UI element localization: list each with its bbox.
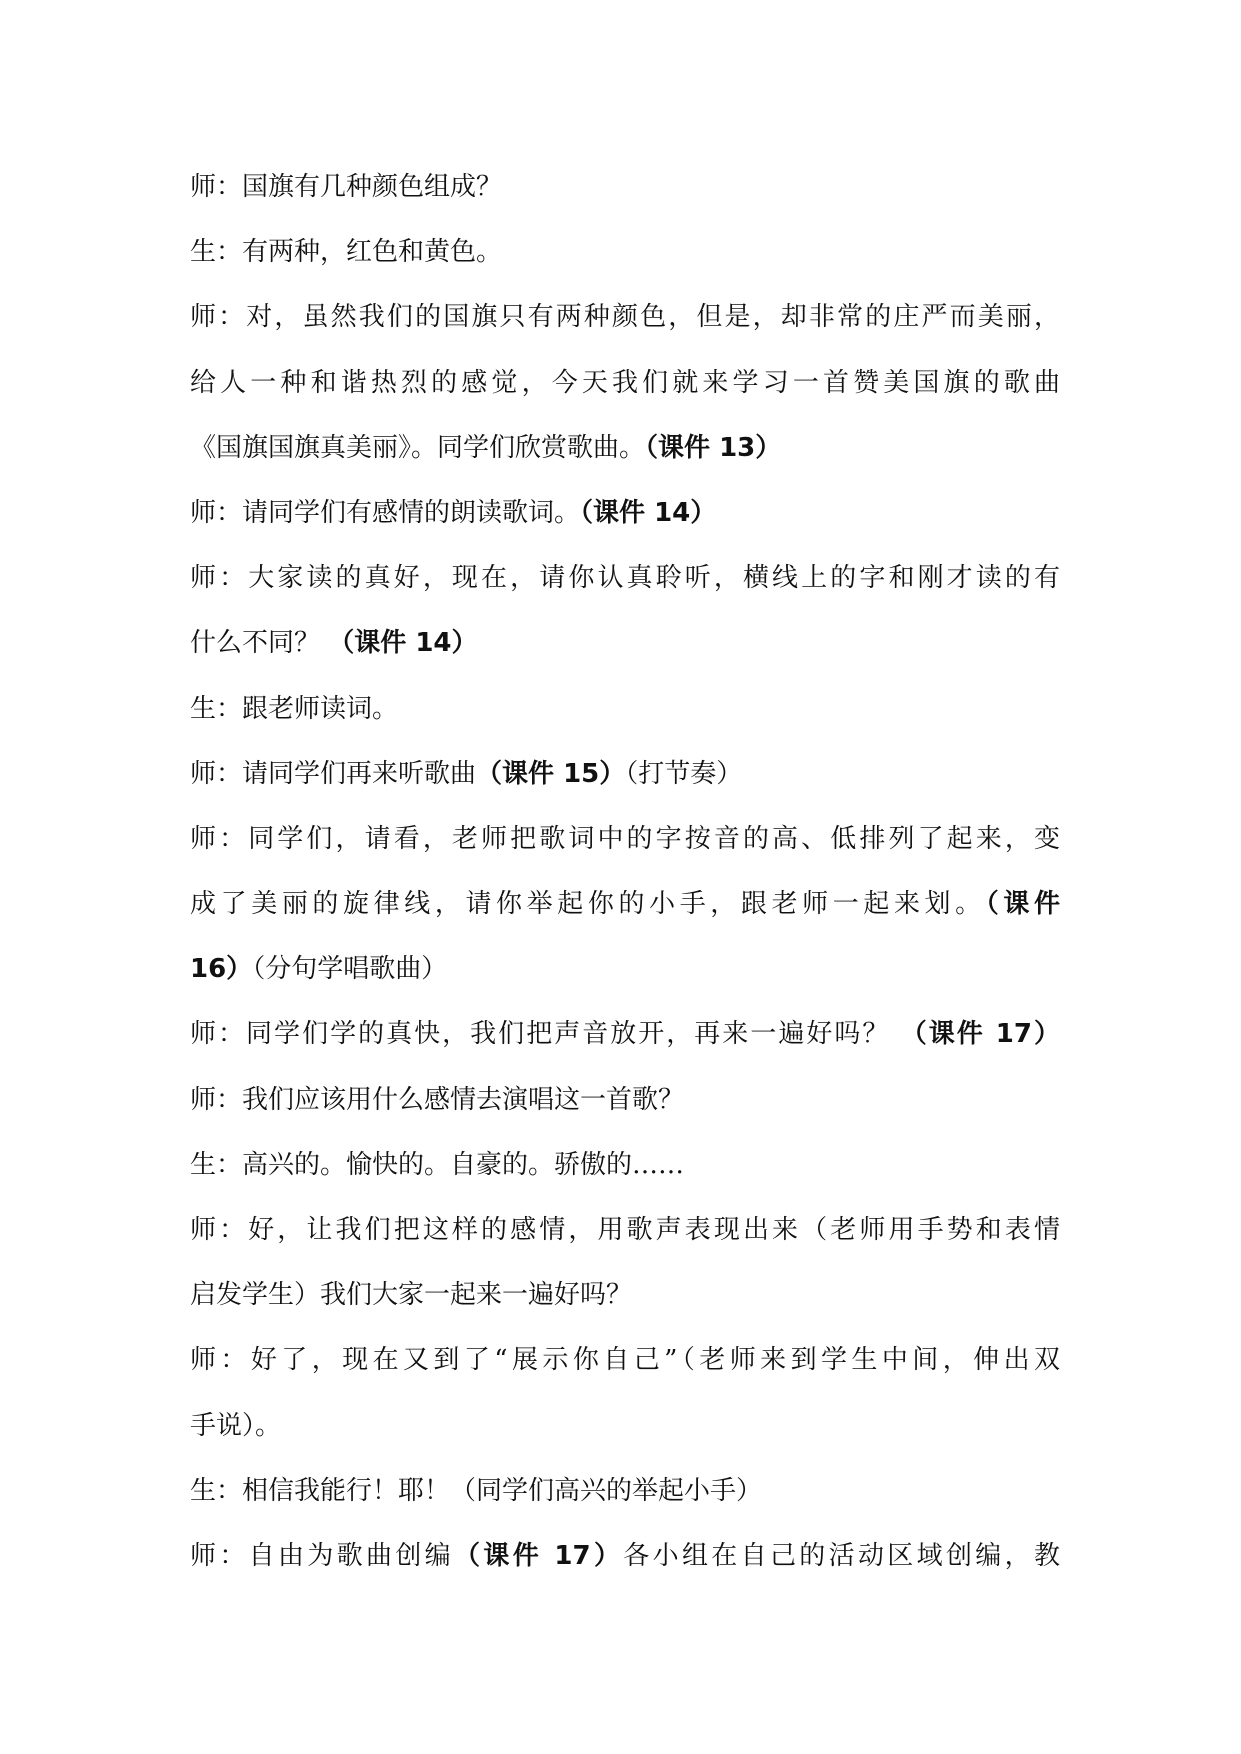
text-line [190, 1002, 1060, 1067]
line-text: （打节奏） [625, 758, 743, 789]
text-line [190, 155, 1060, 220]
courseware-reference: （课件 14） [580, 497, 717, 528]
line-text: 师：大家读的真好，现在，请你认真聆听，横线上的字和刚才读的有 [190, 563, 1060, 594]
text-line [190, 1133, 1060, 1198]
line-text: 生：跟老师读词。 [190, 693, 399, 724]
courseware-reference: （课件 14） [328, 628, 478, 659]
text-line [190, 742, 1060, 807]
line-text: 手说）。 [190, 1410, 282, 1441]
courseware-reference: 16） [190, 954, 253, 985]
line-text: 生：高兴的。愉快的。自豪的。骄傲的…… [190, 1149, 685, 1180]
text-line [190, 220, 1060, 285]
document-page [190, 155, 1060, 1589]
line-text: 师：请同学们有感情的朗读歌词。 [190, 497, 581, 528]
courseware-reference: （课件 17） [900, 1019, 1060, 1050]
line-text: 《国旗国旗真美丽》。同学们欣赏歌曲。 [190, 432, 646, 463]
line-text: 生：相信我能行！耶！（同学们高兴的举起小手） [190, 1475, 763, 1506]
text-line [190, 285, 1060, 350]
courseware-reference: （课件 15） [476, 758, 626, 789]
text-line [190, 1198, 1060, 1263]
text-line [190, 546, 1060, 611]
text-line [190, 611, 1060, 676]
text-line [190, 1328, 1060, 1393]
line-text: 师：我们应该用什么感情去演唱这一首歌？ [190, 1084, 685, 1115]
text-line [190, 1263, 1060, 1328]
line-text: 成了美丽的旋律线，请你举起你的小手，跟老师一起来划。 [190, 889, 986, 920]
line-text: 各小组在自己的活动区域创编，教 [623, 1540, 1060, 1571]
text-line [190, 872, 1060, 937]
line-text: 师：好了，现在又到了“展示你自己”（老师来到学生中间，伸出双 [190, 1345, 1060, 1376]
text-line [190, 1068, 1060, 1133]
line-text: 什么不同？ [190, 628, 329, 659]
line-text: 师：好，让我们把这样的感情，用歌声表现出来（老师用手势和表情 [190, 1215, 1060, 1245]
text-line [190, 351, 1060, 416]
line-text: 生：有两种，红色和黄色。 [190, 237, 503, 268]
text-line [190, 481, 1060, 546]
text-line [190, 1524, 1060, 1589]
text-line [190, 677, 1060, 742]
line-text: 给人一种和谐热烈的感觉，今天我们就来学习一首赞美国旗的歌曲 [190, 367, 1060, 398]
courseware-reference: （课件 [985, 889, 1060, 920]
text-line [190, 807, 1060, 872]
line-text: 师：自由为歌曲创编 [190, 1540, 455, 1571]
line-text: 师：请同学们再来听歌曲 [190, 758, 477, 789]
text-line [190, 937, 1060, 1002]
line-text: 师：国旗有几种颜色组成？ [190, 172, 503, 202]
line-text: 师：对，虽然我们的国旗只有两种颜色，但是，却非常的庄严而美丽， [190, 302, 1060, 333]
line-text: 师：同学们学的真快，我们把声音放开，再来一遍好吗？ [190, 1019, 901, 1050]
text-line [190, 1459, 1060, 1524]
line-text: 启发学生）我们大家一起来一遍好吗？ [190, 1280, 633, 1311]
text-line [190, 1394, 1060, 1459]
line-text: （分句学唱歌曲） [252, 954, 448, 985]
courseware-reference: （课件 13） [645, 432, 782, 463]
text-line [190, 416, 1060, 481]
line-text: 师：同学们，请看，老师把歌词中的字按音的高、低排列了起来，变 [190, 823, 1060, 854]
courseware-reference: （课件 17） [454, 1540, 624, 1571]
